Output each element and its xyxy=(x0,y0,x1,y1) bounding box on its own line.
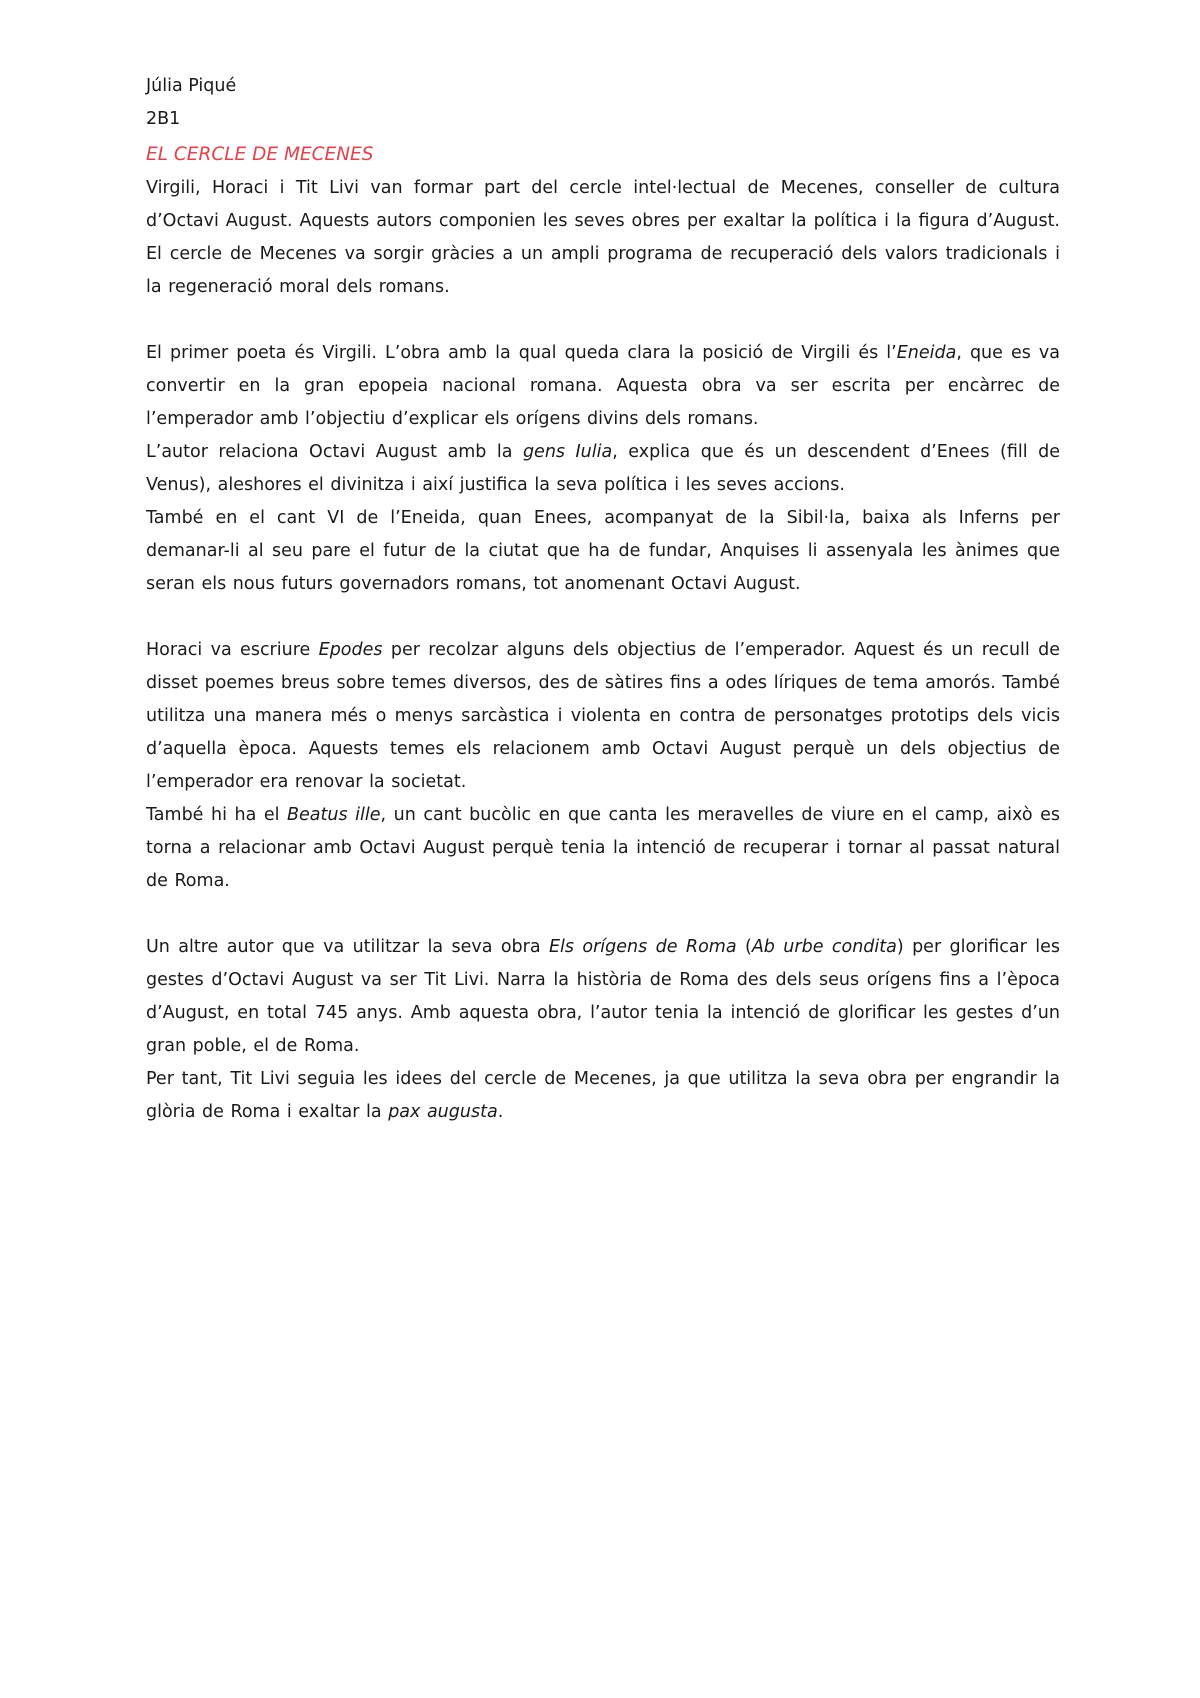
paragraph-spacer xyxy=(146,304,1060,337)
term-gens-iulia: gens Iulia xyxy=(522,442,613,462)
paragraph-virgili: El primer poeta és Virgili. L’obra amb la qual queda clara la posició de Virgili és l’Eneida, que es va convertir en la gran epopeia nacional romana. Aquesta obra va ser escrita per encàrrec de l’emperador amb l’objectiu d’explicar els orígens divins dels romans. xyxy=(146,343,1061,429)
paragraph-gens-iulia: L’autor relaciona Octavi August amb la gens Iulia, explica que és un descendent d’Enees (fill de Venus), aleshores el divinitza i així justifica la seva política i les seves accions. xyxy=(146,442,1060,495)
document-title: EL CERCLE DE MECENES xyxy=(146,144,374,165)
term-pax-augusta: pax augusta xyxy=(388,1102,498,1122)
paragraph-conclusion: Per tant, Tit Livi seguia les idees del cercle de Mecenes, ja que utilitza la seva obra per engrandir la glòria de Roma i exaltar la pax augusta. xyxy=(146,1069,1060,1122)
work-title-eneida: Eneida xyxy=(896,343,957,363)
paragraph-horaci: Horaci va escriure Epodes per recolzar alguns dels objectius de l’emperador. Aquest és un recull de disset poemes breus sobre temes diversos, des de sàtires fins a odes líriques de tema amorós. També utilitza una manera més o menys sarcàstica i violenta en contra de personatges prototips dels vicis d’aquella època. Aquests temes els relacionem amb Octavi August perquè un dels objectius de l’emperador era renovar la societat. xyxy=(146,640,1060,792)
document-page xyxy=(146,70,1060,1129)
paragraph-tit-livi: Un altre autor que va utilitzar la seva obra Els orígens de Roma (Ab urbe condita) per glorificar les gestes d’Octavi August va ser Tit Livi. Narra la història de Roma des dels seus orígens fins a l’època d’August, en total 745 anys. Amb aquesta obra, l’autor tenia la intenció de glorificar les gestes d’un gran poble, el de Roma. xyxy=(146,937,1060,1056)
work-title-origens-roma: Els orígens de Roma xyxy=(548,937,737,957)
paragraph-cant-vi: També en el cant VI de l’Eneida, quan Enees, acompanyat de la Sibil·la, baixa als Inferns per demanar-li al seu pare el futur de la ciutat que ha de fundar, Anquises li assenyala les ànimes que seran els nous futurs governadors romans, tot anomenant Octavi August. xyxy=(146,508,1060,594)
paragraph-intro: Virgili, Horaci i Tit Livi van formar part del cercle intel·lectual de Mecenes, conseller de cultura d’Octavi August. Aquests autors componien les seves obres per exaltar la política i la figura d’August. El cercle de Mecenes va sorgir gràcies a un ampli programa de recuperació dels valors tradicionals i la regeneració moral dels romans. xyxy=(146,178,1060,297)
work-title-epodes: Epodes xyxy=(318,640,383,660)
work-title-beatus-ille: Beatus ille xyxy=(287,805,381,825)
paragraph-spacer xyxy=(146,601,1060,634)
paragraph-spacer xyxy=(146,898,1060,931)
class-group: 2B1 xyxy=(146,109,181,129)
work-title-ab-urbe-condita: Ab urbe condita xyxy=(751,937,897,957)
author-name: Júlia Piqué xyxy=(146,76,237,96)
paragraph-beatus-ille: També hi ha el Beatus ille, un cant bucòlic en que canta les meravelles de viure en el camp, això es torna a relacionar amb Octavi August perquè tenia la intenció de recuperar i tornar al passat natural de Roma. xyxy=(146,805,1060,891)
